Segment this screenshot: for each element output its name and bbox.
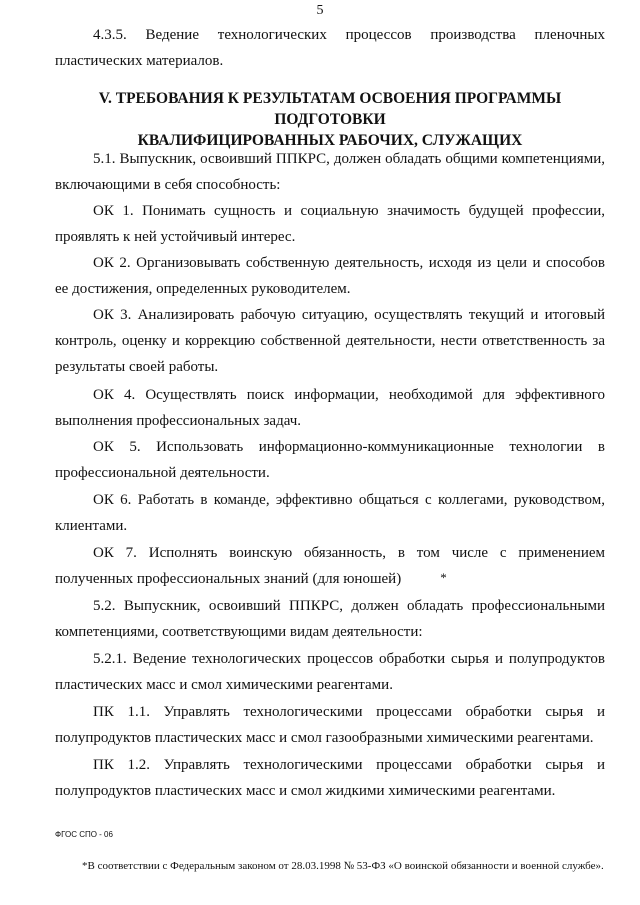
paragraph-ok-4: ОК 4. Осуществлять поиск информации, необходимой для эффективного выполнения профессиональных задач. bbox=[55, 387, 605, 429]
paragraph-5-1-block bbox=[55, 146, 605, 198]
ok-2-block bbox=[55, 250, 605, 302]
ok-7-block bbox=[55, 540, 605, 592]
page-number: 5 bbox=[316, 3, 324, 18]
paragraph-ok-7-text: ОК 7. Исполнять воинскую обязанность, в том числе с применением полученных профессиональных знаний (для юношей) bbox=[55, 545, 605, 587]
paragraph-ok-5: ОК 5. Использовать информационно-коммуникационные технологии в профессиональной деятельности. bbox=[55, 439, 605, 481]
section-heading-line-1: V. ТРЕБОВАНИЯ К РЕЗУЛЬТАТАМ ОСВОЕНИЯ ПРОГРАММЫ ПОДГОТОВКИ bbox=[98, 90, 562, 128]
paragraph-5-2-1: 5.2.1. Ведение технологических процессов обработки сырья и полупродуктов пластических масс и смол химическими реагентами. bbox=[55, 651, 605, 693]
paragraph-ok-3: ОК 3. Анализировать рабочую ситуацию, осуществлять текущий и итоговый контроль, оценку и коррекцию собственной деятельности, нести ответственность за результаты своей работы. bbox=[55, 307, 605, 375]
paragraph-5-1: 5.1. Выпускник, освоивший ППКРС, должен обладать общими компетенциями, включающими в себя способность: bbox=[55, 151, 605, 193]
paragraph-ok-2: ОК 2. Организовывать собственную деятельность, исходя из цели и способов ее достижения, определенных руководителем. bbox=[55, 255, 605, 297]
footer-code: ФГОС СПО - 06 bbox=[55, 830, 113, 839]
paragraph-5-2: 5.2. Выпускник, освоивший ППКРС, должен обладать профессиональными компетенциями, соответствующими видам деятельности: bbox=[55, 598, 605, 640]
paragraph-ok-1: ОК 1. Понимать сущность и социальную значимость будущей профессии, проявлять к ней устойчивый интерес. bbox=[55, 203, 605, 245]
paragraph-ok-6: ОК 6. Работать в команде, эффективно общаться с коллегами, руководством, клиентами. bbox=[55, 492, 605, 534]
intro-block bbox=[55, 22, 605, 74]
intro-paragraph: 4.3.5. Ведение технологических процессов производства пленочных пластических материалов. bbox=[55, 27, 605, 69]
pk-1-1-block bbox=[55, 699, 605, 751]
footnote-mark: * bbox=[440, 570, 447, 585]
ok-3-block bbox=[55, 302, 605, 380]
paragraph-pk-1-1: ПК 1.1. Управлять технологическими процессами обработки сырья и полупродуктов пластических масс и смол газообразными химическими реагентами. bbox=[55, 704, 605, 746]
section-heading-line-2: КВАЛИФИЦИРОВАННЫХ РАБОЧИХ, СЛУЖАЩИХ bbox=[137, 132, 523, 149]
ok-5-block bbox=[55, 434, 605, 486]
footnote: *В соответствии с Федеральным законом от 28.03.1998 № 53-ФЗ «О воинской обязанности и военной службе». bbox=[82, 860, 604, 872]
paragraph-5-2-block bbox=[55, 593, 605, 645]
pk-1-2-block bbox=[55, 752, 605, 804]
ok-4-block bbox=[55, 382, 605, 434]
paragraph-5-2-1-block bbox=[55, 646, 605, 698]
paragraph-pk-1-2: ПК 1.2. Управлять технологическими процессами обработки сырья и полупродуктов пластических масс и смол жидкими химическими реагентами. bbox=[55, 757, 605, 799]
ok-1-block bbox=[55, 198, 605, 250]
ok-6-block bbox=[55, 487, 605, 539]
section-heading bbox=[55, 88, 605, 151]
paragraph-ok-7 bbox=[55, 540, 605, 592]
